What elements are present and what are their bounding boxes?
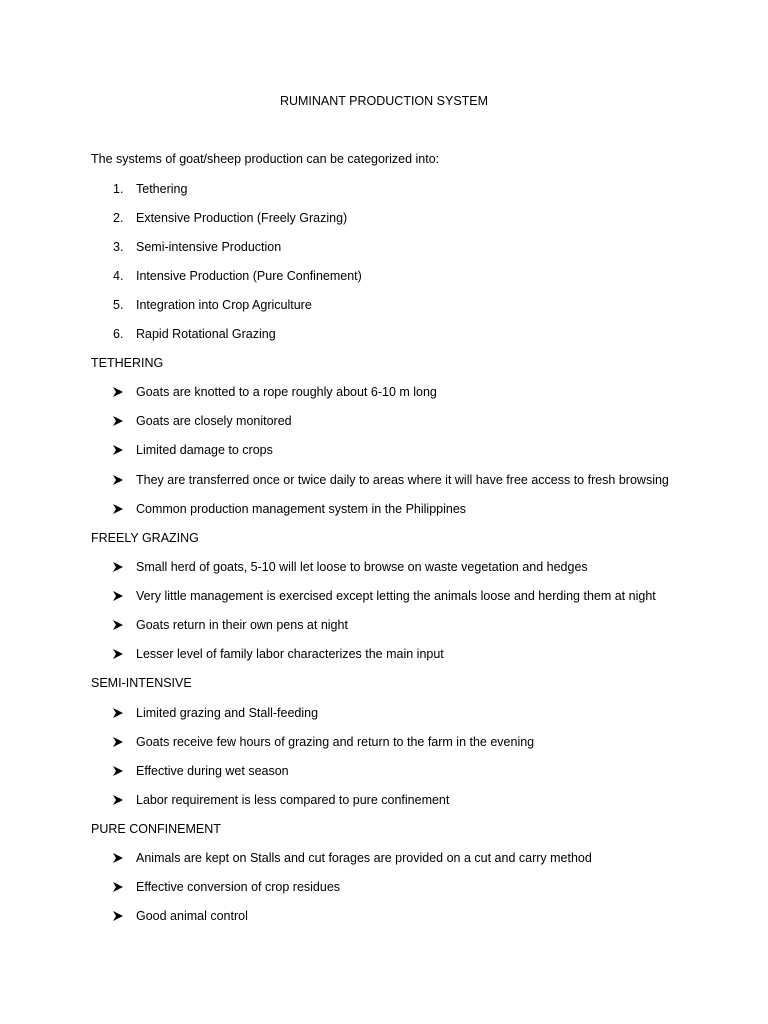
bullet-text: Goats return in their own pens at night — [136, 618, 348, 632]
arrowhead-bullet-icon — [112, 646, 124, 662]
list-number: 4. — [113, 269, 124, 283]
arrowhead-bullet-icon — [112, 559, 124, 575]
list-number: 2. — [113, 211, 124, 225]
list-number: 3. — [113, 240, 124, 254]
list-number: 1. — [113, 182, 124, 196]
bullet-text: Very little management is exercised except letting the animals loose and herding them at night — [136, 589, 656, 603]
arrowhead-bullet-icon — [112, 763, 124, 779]
bullet-text: Limited damage to crops — [136, 443, 273, 457]
bullet-text: Effective during wet season — [136, 764, 289, 778]
list-item-text: Extensive Production (Freely Grazing) — [136, 211, 348, 225]
list-item-text: Intensive Production (Pure Confinement) — [136, 269, 362, 283]
arrowhead-bullet-icon — [112, 384, 124, 400]
list-item-text: Semi-intensive Production — [136, 240, 282, 254]
arrowhead-bullet-icon — [112, 472, 124, 488]
list-item-text: Integration into Crop Agriculture — [136, 298, 312, 312]
arrowhead-bullet-icon — [112, 850, 124, 866]
bullet-text: Limited grazing and Stall-feeding — [136, 706, 319, 720]
arrowhead-bullet-icon — [112, 792, 124, 808]
section-heading: TETHERING — [91, 356, 164, 370]
bullet-text: Goats are knotted to a rope roughly about 6-10 m long — [136, 385, 437, 399]
bullet-text: Common production management system in the Philippines — [136, 502, 467, 516]
bullet-text: Animals are kept on Stalls and cut forages are provided on a cut and carry method — [136, 851, 592, 865]
bullet-text: Labor requirement is less compared to pure confinement — [136, 793, 450, 807]
section-heading: FREELY GRAZING — [91, 531, 199, 545]
list-item-text: Rapid Rotational Grazing — [136, 327, 276, 341]
arrowhead-bullet-icon — [112, 413, 124, 429]
arrowhead-bullet-icon — [112, 879, 124, 895]
arrowhead-bullet-icon — [112, 588, 124, 604]
intro-text: The systems of goat/sheep production can be categorized into: — [91, 152, 440, 166]
arrowhead-bullet-icon — [112, 908, 124, 924]
bullet-text: Lesser level of family labor characterizes the main input — [136, 647, 444, 661]
list-number: 5. — [113, 298, 124, 312]
list-number: 6. — [113, 327, 124, 341]
arrowhead-bullet-icon — [112, 501, 124, 517]
arrowhead-bullet-icon — [112, 442, 124, 458]
bullet-text: Goats are closely monitored — [136, 414, 292, 428]
bullet-text: Effective conversion of crop residues — [136, 880, 341, 894]
list-item-text: Tethering — [136, 182, 188, 196]
bullet-text: They are transferred once or twice daily to areas where it will have free access to fresh browsing — [136, 473, 669, 487]
section-heading: PURE CONFINEMENT — [91, 822, 221, 836]
bullet-text: Goats receive few hours of grazing and return to the farm in the evening — [136, 735, 535, 749]
bullet-text: Small herd of goats, 5-10 will let loose to browse on waste vegetation and hedges — [136, 560, 588, 574]
arrowhead-bullet-icon — [112, 617, 124, 633]
arrowhead-bullet-icon — [112, 734, 124, 750]
bullet-text: Good animal control — [136, 909, 248, 923]
page-title: RUMINANT PRODUCTION SYSTEM — [279, 94, 489, 108]
arrowhead-bullet-icon — [112, 705, 124, 721]
section-heading: SEMI-INTENSIVE — [91, 676, 192, 690]
